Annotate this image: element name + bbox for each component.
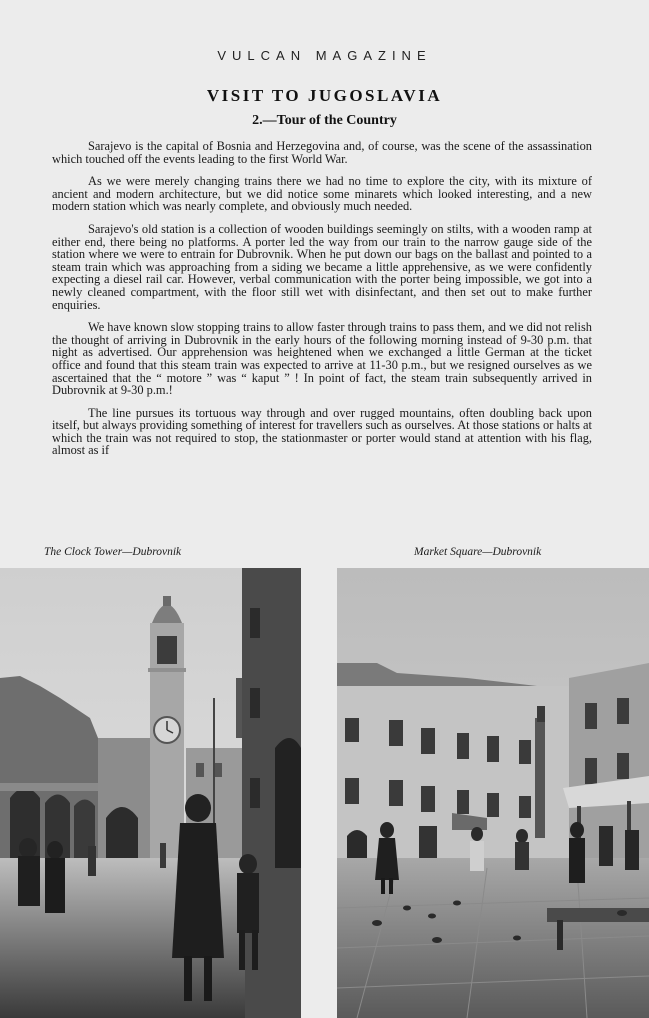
paragraph: We have known slow stopping trains to allow faster through trains to pass them, and we did not relish the thought of arriving in Dubrovnik in the early hours of the following morning instead of 9-30 p.m. that night as advertised. Our apprehension was heightened when we exchanged a little German at the ticket office and found that this steam train was expected to arrive at 11-30 p.m., but we resigned ourselves as we ascertained that the “ motore ” was “ kaput ” ! In point of fact, the steam train subsequently arrived in Dubrovnik at 9-30 p.m.!: [52, 320, 592, 398]
photo-caption-clock-tower: The Clock Tower—Dubrovnik: [44, 546, 182, 558]
article-subtitle: 2.—Tour of the Country: [252, 113, 397, 128]
article-body: [52, 140, 592, 467]
paragraph: Sarajevo's old station is a collection of wooden buildings seemingly on stilts, with a wooden ramp at either end, there being no platforms. A porter led the way from our train to the narrow gauge side of the station where we were to entrain for Dubrovnik. When he put down our bags on the ballast and pointed to a steam train which was approaching from a siding we became a little apprehensive, as we were confidently expecting a diesel rail car. However, verbal communication with the porter being impossible, we got into a newly cleaned compartment, with the floor still wet with disinfectant, and then set out to make further enquiries.: [52, 221, 592, 312]
magazine-header: VULCAN MAGAZINE: [217, 48, 432, 63]
article-title: VISIT TO JUGOSLAVIA: [206, 86, 443, 105]
photo-caption-market-square: Market Square—Dubrovnik: [414, 546, 542, 558]
paragraph: The line pursues its tortuous way through and over rugged mountains, often doubling back upon itself, but always providing something of interest for travellers such as ourselves. At those stations or halts at which the train was not required to stop, the stationmaster or porter would stand at attention with his flag, almost as if: [52, 405, 592, 458]
market-square-photo: [337, 568, 649, 1018]
paragraph: As we were merely changing trains there we had no time to explore the city, with its mixture of ancient and modern architecture, but we did notice some minarets which looked interesting, and a new modern station which was nearly complete, and obviously much needed.: [52, 174, 592, 214]
clock-tower-photo: [0, 568, 301, 1018]
paragraph: Sarajevo is the capital of Bosnia and Herzegovina and, of course, was the scene of the assassination which touched off the events leading to the first World War.: [52, 139, 592, 166]
